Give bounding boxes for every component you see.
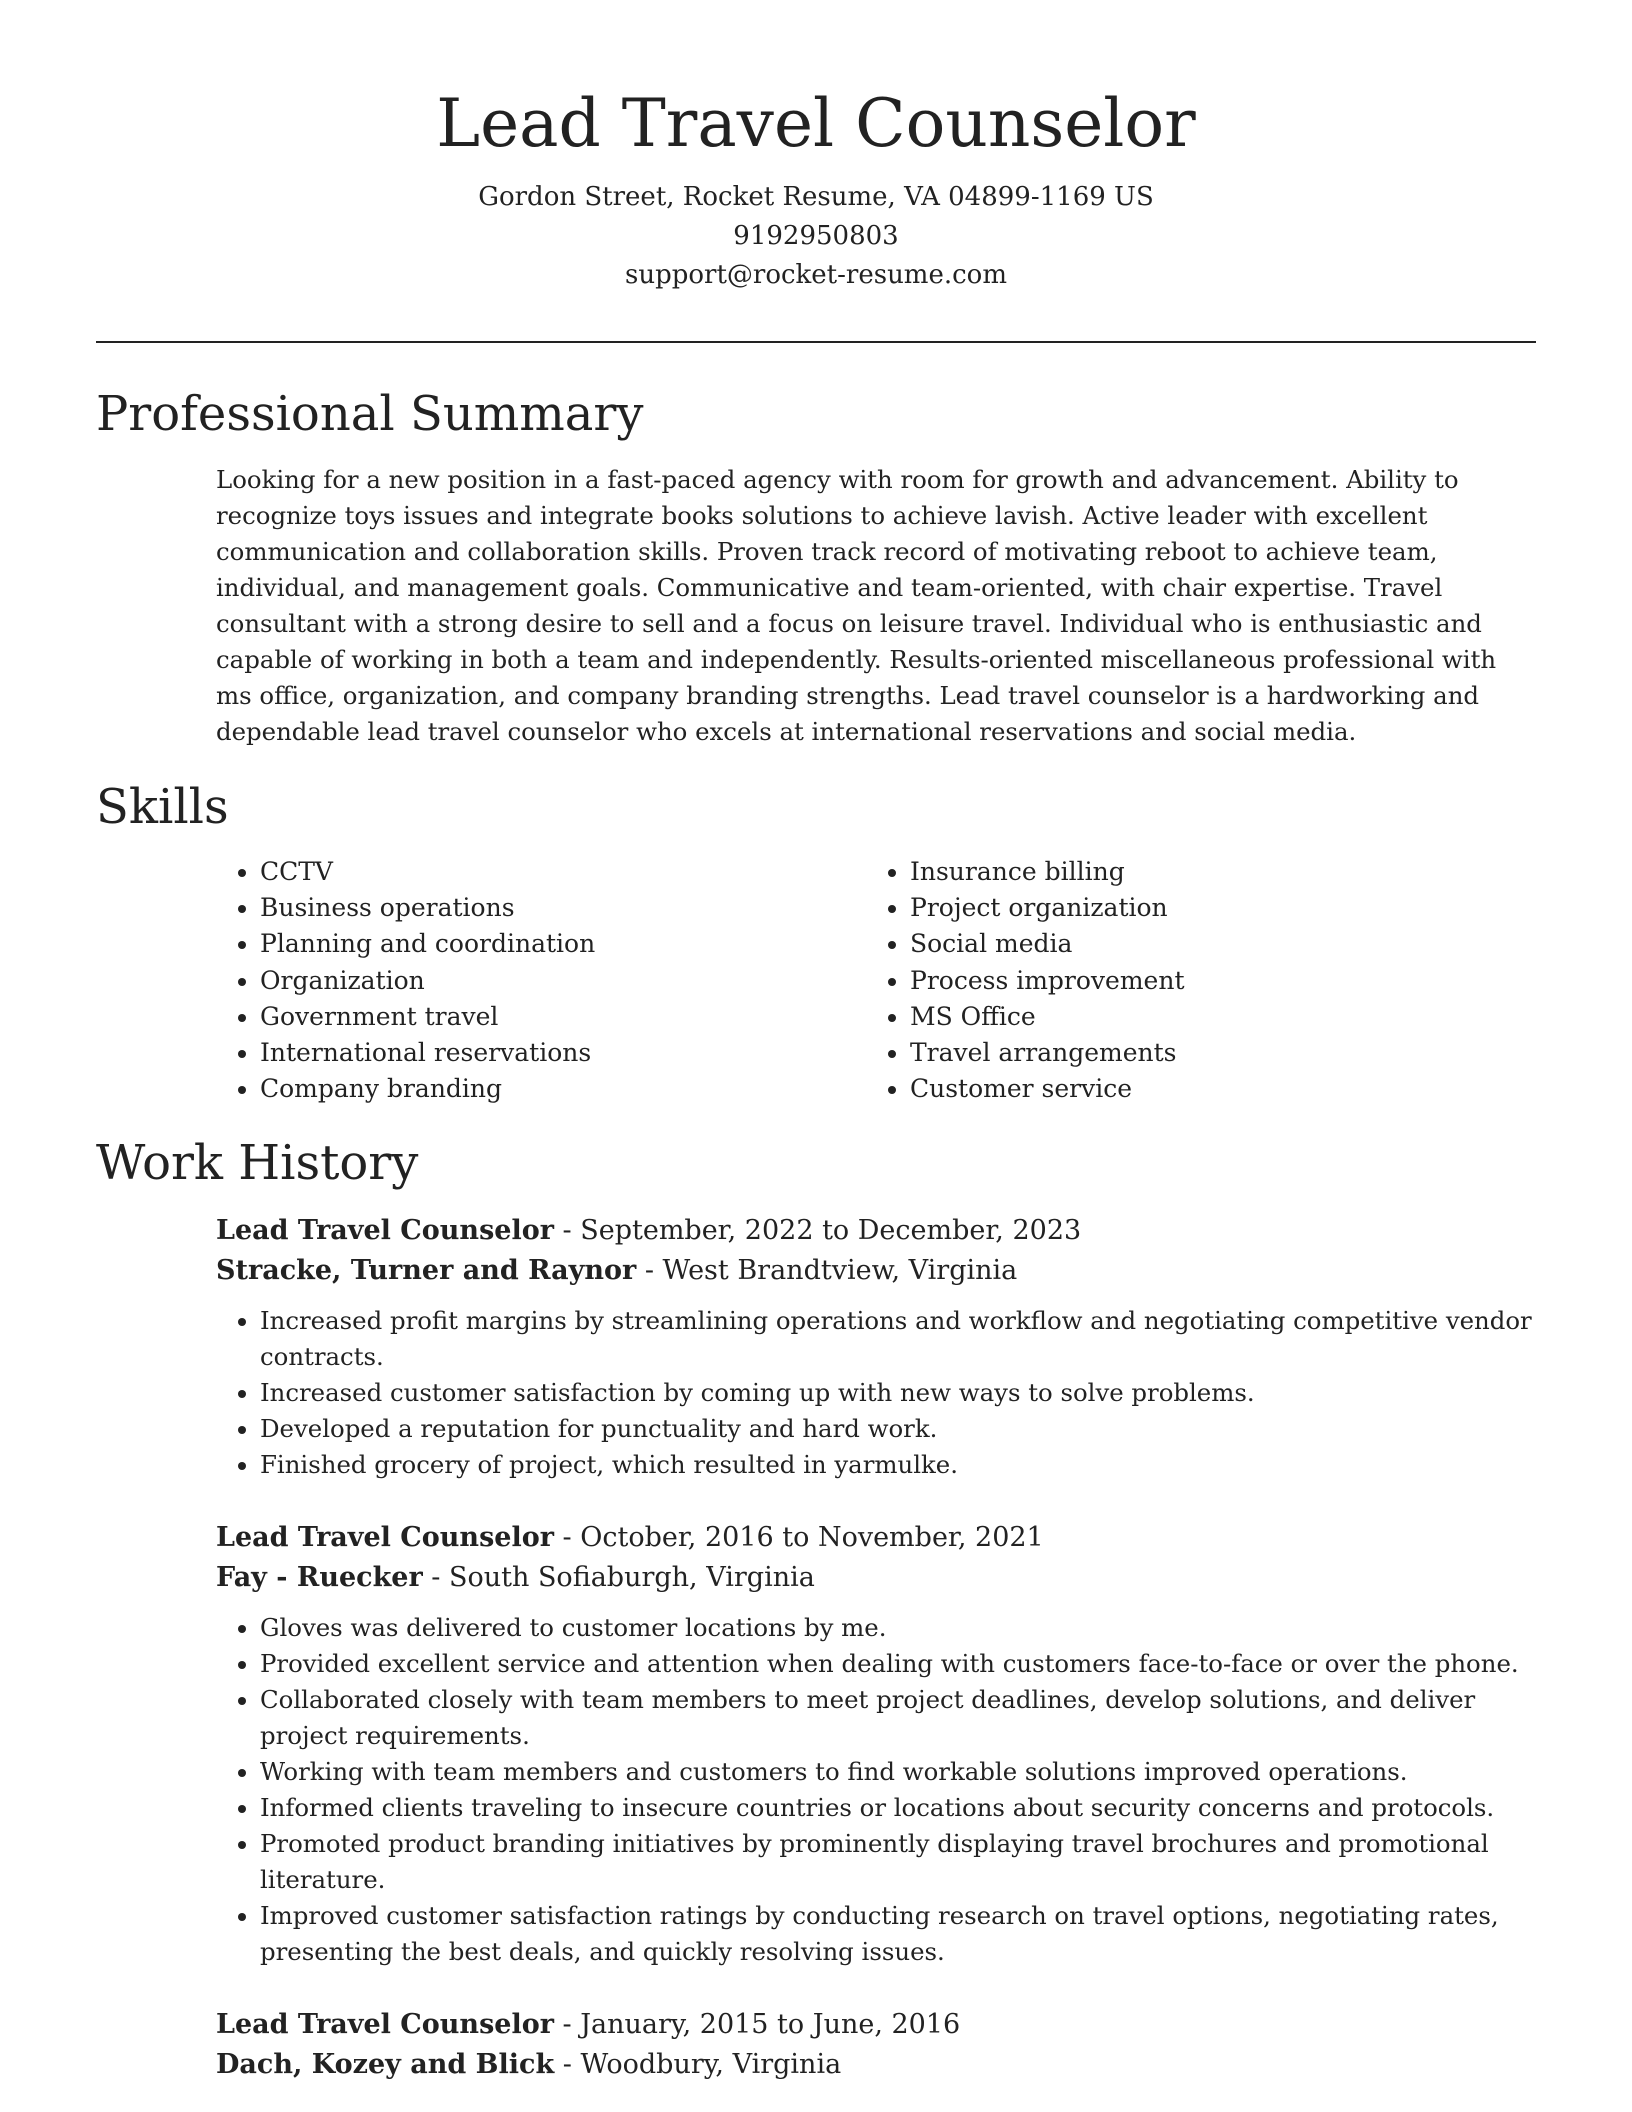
skill-item: • Organization [260, 963, 595, 999]
skill-item: • Travel arrangements [910, 1035, 1185, 1071]
skill-item: • Business operations [260, 890, 595, 926]
job-bullets [216, 1610, 1538, 1970]
job-entry [216, 1211, 1538, 1483]
job-dates: - January, 2015 to June, 2016 [553, 2009, 961, 2040]
skill-item: • Process improvement [910, 963, 1185, 999]
job-role: Lead Travel Counselor [216, 2009, 554, 2040]
job-bullet: • Informed clients traveling to insecure countries or locations about security concerns and protocols. [260, 1790, 1538, 1826]
skill-item: • Project organization [910, 890, 1185, 926]
email: support@rocket-resume.com [624, 260, 1007, 290]
skills-column-left [216, 854, 595, 1107]
work-history-heading: Work History [96, 1135, 419, 1191]
job-bullet: • Improved customer satisfaction ratings by conducting research on travel options, negotiating rates, presenting the best deals, and quickly resolving issues. [260, 1898, 1538, 1970]
address: Gordon Street, Rocket Resume, VA 04899-1169 US [478, 182, 1154, 212]
skill-item: • International reservations [260, 1035, 595, 1071]
skill-item: • Planning and coordination [260, 926, 595, 962]
job-role: Lead Travel Counselor [216, 1215, 554, 1246]
header-divider [96, 341, 1536, 343]
skills-heading: Skills [96, 779, 229, 835]
skill-item: • Government travel [260, 999, 595, 1035]
job-entry [216, 2005, 1538, 2085]
job-bullet: • Provided excellent service and attention when dealing with customers face-to-face or over the phone. [260, 1646, 1538, 1682]
job-company-line [216, 1558, 1538, 1598]
job-company-line [216, 1251, 1538, 1291]
job-bullet: • Developed a reputation for punctuality and hard work. [260, 1411, 1538, 1447]
job-location: - South Sofiaburgh, Virginia [422, 1562, 815, 1593]
job-dates: - September, 2022 to December, 2023 [553, 1215, 1082, 1246]
skill-item: • MS Office [910, 999, 1185, 1035]
summary-heading: Professional Summary [96, 386, 644, 442]
job-bullets [216, 1303, 1538, 1483]
skill-item: • CCTV [260, 854, 595, 890]
summary-text: Looking for a new position in a fast-paced agency with room for growth and advancement. Ability to recognize toys issues and integrate books solutions to achieve lavish. Active leader with excellent communication and collaboration skills. Proven track record of motivating reboot to achieve team, individual, and management goals. Communicative and team-oriented, with chair expertise. Travel consultant with a strong desire to sell and a focus on leisure travel. Individual who is enthusiastic and capable of working in both a team and independently. Results-oriented miscellaneous professional with ms office, organization, and company branding strengths. Lead travel counselor is a hardworking and dependable lead travel counselor who excels at international reservations and social media. [216, 465, 1497, 746]
job-company-line [216, 2045, 1538, 2085]
job-company: Stracke, Turner and Raynor [216, 1255, 637, 1286]
skills-column-right [866, 854, 1185, 1107]
job-bullet: • Increased profit margins by streamlining operations and workflow and negotiating competitive vendor contracts. [260, 1303, 1538, 1375]
job-company: Fay - Ruecker [216, 1562, 423, 1593]
job-title-line [216, 2005, 1538, 2045]
job-dates: - October, 2016 to November, 2021 [553, 1522, 1044, 1553]
job-location: - Woodbury, Virginia [554, 2049, 842, 2080]
job-bullet: • Promoted product branding initiatives by prominently displaying travel brochures and promotional literature. [260, 1826, 1538, 1898]
skill-item: • Customer service [910, 1071, 1185, 1107]
skill-item: • Company branding [260, 1071, 595, 1107]
job-title-line [216, 1518, 1538, 1558]
job-bullet: • Working with team members and customers to find workable solutions improved operations. [260, 1754, 1538, 1790]
job-bullet: • Collaborated closely with team members to meet project deadlines, develop solutions, and deliver project requirements. [260, 1682, 1538, 1754]
job-role: Lead Travel Counselor [216, 1522, 554, 1553]
skill-item: • Insurance billing [910, 854, 1185, 890]
job-company: Dach, Kozey and Blick [216, 2049, 555, 2080]
phone: 9192950803 [733, 221, 899, 251]
candidate-name: Lead Travel Counselor [436, 85, 1196, 162]
job-location: - West Brandtview, Virginia [636, 1255, 1018, 1286]
job-bullet: • Gloves was delivered to customer locations by me. [260, 1610, 1538, 1646]
resume-header [96, 78, 1536, 295]
job-title-line [216, 1211, 1538, 1251]
skill-item: • Social media [910, 926, 1185, 962]
job-bullet: • Finished grocery of project, which resulted in yarmulke. [260, 1447, 1538, 1483]
job-bullet: • Increased customer satisfaction by coming up with new ways to solve problems. [260, 1375, 1538, 1411]
job-entry [216, 1518, 1538, 1970]
